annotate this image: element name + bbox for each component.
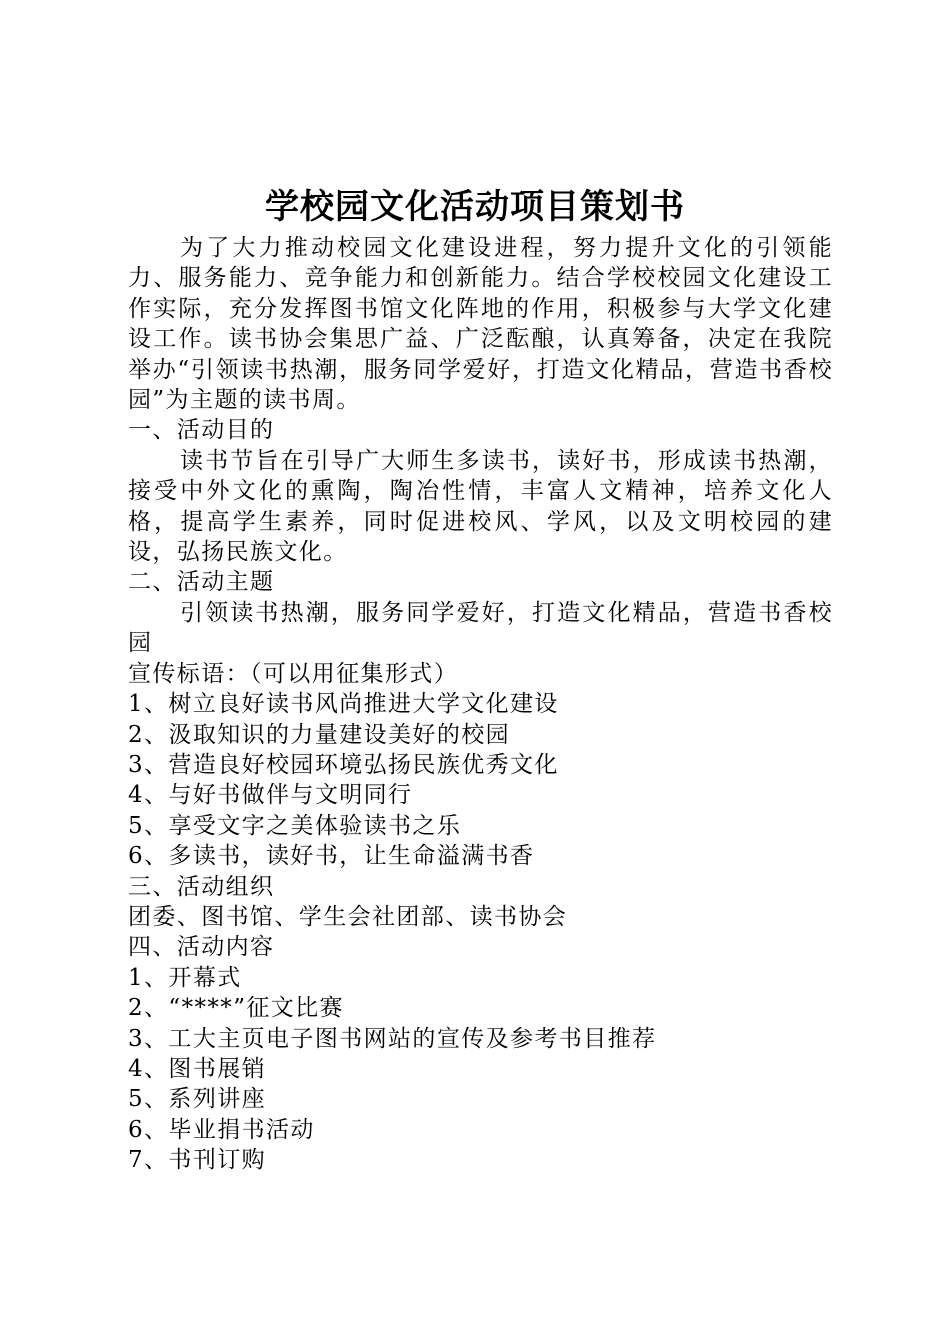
slogan-item: 6、多读书，读好书，让生命溢满书香	[128, 843, 535, 870]
organization-text: 团委、图书馆、学生会社团部、读书协会	[128, 903, 568, 930]
document-body	[128, 233, 833, 1176]
content-item: 6、毕业捐书活动	[128, 1116, 315, 1143]
slogan-item: 4、与好书做伴与文明同行	[128, 782, 413, 809]
purpose-paragraph: 读书节旨在引导广大师生多读书，读好书，形成读书热潮，接受中外文化的熏陶，陶冶性情，丰富人文精神，培养文化人格，提高学生素养，同时促进校风、学风，以及文明校园的建设，弘扬民族文化。	[128, 447, 833, 566]
document-title: 学校园文化活动项目策划书	[265, 187, 685, 227]
section-heading-theme: 二、活动主题	[128, 569, 275, 596]
content-item: 7、书刊订购	[128, 1147, 267, 1174]
intro-paragraph: 为了大力推动校园文化建设进程，努力提升文化的引领能力、服务能力、竞争能力和创新能力。结合学校校园文化建设工作实际，充分发挥图书馆文化阵地的作用，积极参与大学文化建设工作。读书协会集思广益、广泛酝酿，认真筹备，决定在我院举办“引领读书热潮，服务同学爱好，打造文化精品，营造书香校园”为主题的读书周。	[128, 235, 833, 414]
slogan-item: 2、汲取知识的力量建设美好的校园	[128, 721, 511, 748]
section-heading-organization: 三、活动组织	[128, 873, 275, 900]
content-item: 3、工大主页电子图书网站的宣传及参考书目推荐	[128, 1025, 657, 1052]
section-heading-purpose: 一、活动目的	[128, 417, 275, 444]
content-item: 1、开幕式	[128, 964, 242, 991]
slogan-heading: 宣传标语：（可以用征集形式）	[128, 660, 459, 687]
section-heading-content: 四、活动内容	[128, 934, 275, 961]
content-item: 2、“****”征文比赛	[128, 995, 344, 1022]
content-item: 4、图书展销	[128, 1055, 267, 1082]
theme-paragraph: 引领读书热潮，服务同学爱好，打造文化精品，营造书香校园	[128, 599, 833, 657]
slogan-item: 3、营造良好校园环境弘扬民族优秀文化	[128, 751, 559, 778]
slogan-item: 5、享受文字之美体验读书之乐	[128, 812, 462, 839]
content-item: 5、系列讲座	[128, 1086, 267, 1113]
slogan-item: 1、树立良好读书风尚推进大学文化建设	[128, 691, 559, 718]
